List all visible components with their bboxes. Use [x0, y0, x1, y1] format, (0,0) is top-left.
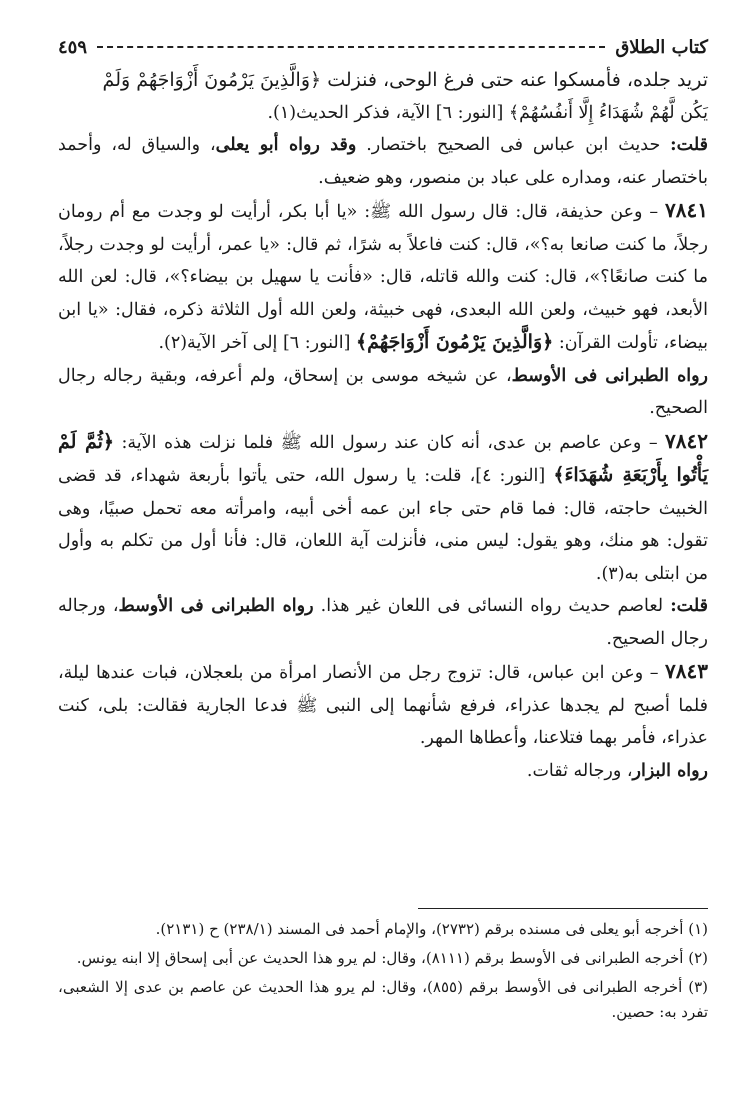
comment-text: لعاصم حديث رواه النسائى فى اللعان غير هذا. — [313, 596, 671, 616]
takhrij-paragraph — [58, 360, 708, 425]
takhrij-text: ، ورجاله ثقات. — [526, 760, 633, 781]
qultu-label: قلت: — [670, 135, 708, 155]
source-bold: رواه الطبرانى فى الأوسط — [118, 596, 314, 616]
quran-verse: ﴿وَالَّذِينَ يَرْمُونَ أَزْوَاجَهُمْ﴾ — [356, 331, 554, 353]
comment-text: ، والسياق له، وأحمد باختصار عنه، ومداره على عباد بن منصور، وهو ضعيف. — [58, 135, 708, 188]
hadith-text: [النور: ٤]، قلت: يا رسول الله، حتى يأتوا بأربعة شهداء، قد قضى الخبيث حاجته، قال: فما قام حتى جاء ابن عمه أخى أبيه، وامرأته معه تحمل صبيًا، وهى تقول: هو منك، وهو يقول: ليس منى، فأنزلت آية اللعان، قال: فأنا أول من تكلم به وأول من ابتلى به(٣). — [58, 466, 708, 584]
footnote-2: (٢) أخرجه الطبرانى فى الأوسط برقم (٨١١١)، وقال: لم يرو هذا الحديث عن أبى إسحاق إلا ابنه يونس. — [76, 949, 708, 967]
hadith-7842 — [58, 425, 708, 591]
hadith-text: – وعن حذيفة، قال: قال رسول الله ﷺ: «يا أبا بكر، أرأيت لو وجدت مع أم رومان رجلاً، ما كنت صانعا به؟»، قال: كنت فاعلاً به شرًا، ثم قال: «يا عمر، أرأيت لو وجدت رجلاً، ما كنت صانعًا؟»، قال: كنت والله قاتله، قال: «فأنت يا سهيل بن بيضاء؟»، قال: لعن الله الأبعد، فهو خبيث، ولعن الله البعدى، فهى خبيثة، ولعن الله أول الثلاثة ذكره، فقال: «يا ابن بيضاء، تأولت القرآن: — [58, 202, 708, 353]
comment-paragraph — [58, 590, 708, 655]
comment-paragraph — [58, 129, 708, 194]
footnote-1: (١) أخرجه أبو يعلى فى مسنده برقم (٢٧٣٢)، والإمام أحمد فى المسند (٢٣٨/١) ح (٢١٣١). — [155, 920, 708, 938]
section-title: كتاب الطلاق — [615, 36, 708, 58]
takhrij-text: ، عن شيخه موسى بن إسحاق، ولم أعرفه، وبقية رجاله رجال الصحيح. — [58, 365, 708, 418]
source-bold: رواه الطبرانى فى الأوسط — [511, 365, 708, 386]
hadith-number: ٧٨٤٢ — [665, 428, 708, 453]
page-header — [58, 30, 708, 64]
source-bold: رواه البزار — [632, 760, 708, 781]
footnotes — [58, 908, 708, 1029]
takhrij-paragraph — [58, 755, 708, 788]
quran-verse: ﴿ثُمَّ لَمْ يَأْتُوا بِأَرْبَعَةِ شُهَدَاءَ﴾ — [58, 430, 708, 486]
comment-text: حديث ابن عباس فى الصحيح باختصار. — [356, 135, 671, 155]
text-line: يَكُن لَّهُمْ شُهَدَاءُ إِلَّا أَنفُسُهُمْ﴾ [النور: ٦] الآية، فذكر الحديث(١). — [267, 102, 708, 123]
hadith-text: – وعن عاصم بن عدى، أنه كان عند رسول الله ﷺ فلما نزلت هذه الآية: — [114, 432, 666, 453]
comment-text: ، ورجاله رجال الصحيح. — [58, 596, 708, 649]
hadith-number: ٧٨٤١ — [665, 198, 708, 222]
hadith-text: – وعن ابن عباس، قال: تزوج رجل من الأنصار امرأة من بلعجلان، فبات عندها ليلة، فلما أصبح لم يجدها عذراء، فرفع شأنهما إلى النبى ﷺ فدعا الجارية فقالت: بلى، كنت عذراء، فأمر بهما فتلاعنا، وأعطاها المهر. — [58, 663, 708, 748]
footnote-rule — [418, 908, 708, 909]
page-number: ٤٥٩ — [58, 36, 88, 58]
hadith-7841 — [58, 194, 708, 360]
hadith-number: ٧٨٤٣ — [665, 659, 708, 683]
source-bold: وقد رواه أبو يعلى — [215, 135, 357, 155]
hadith-text: [النور: ٦] إلى آخر الآية(٢). — [158, 333, 357, 353]
page-body — [58, 30, 708, 787]
qultu-label: قلت: — [670, 596, 708, 616]
header-rule — [97, 46, 605, 48]
text-line: تريد جلده، فأمسكوا عنه حتى فرغ الوحى، فنزلت ﴿وَالَّذِينَ يَرْمُونَ أَزْوَاجَهُمْ وَلَمْ — [102, 69, 708, 91]
hadith-7843 — [58, 655, 708, 755]
footnote-3: (٣) أخرجه الطبرانى فى الأوسط برقم (٨٥٥)، وقال: لم يرو هذا الحديث عن عاصم بن عدى إلا الشعبى، تفرد به: حصين. — [58, 978, 708, 1021]
